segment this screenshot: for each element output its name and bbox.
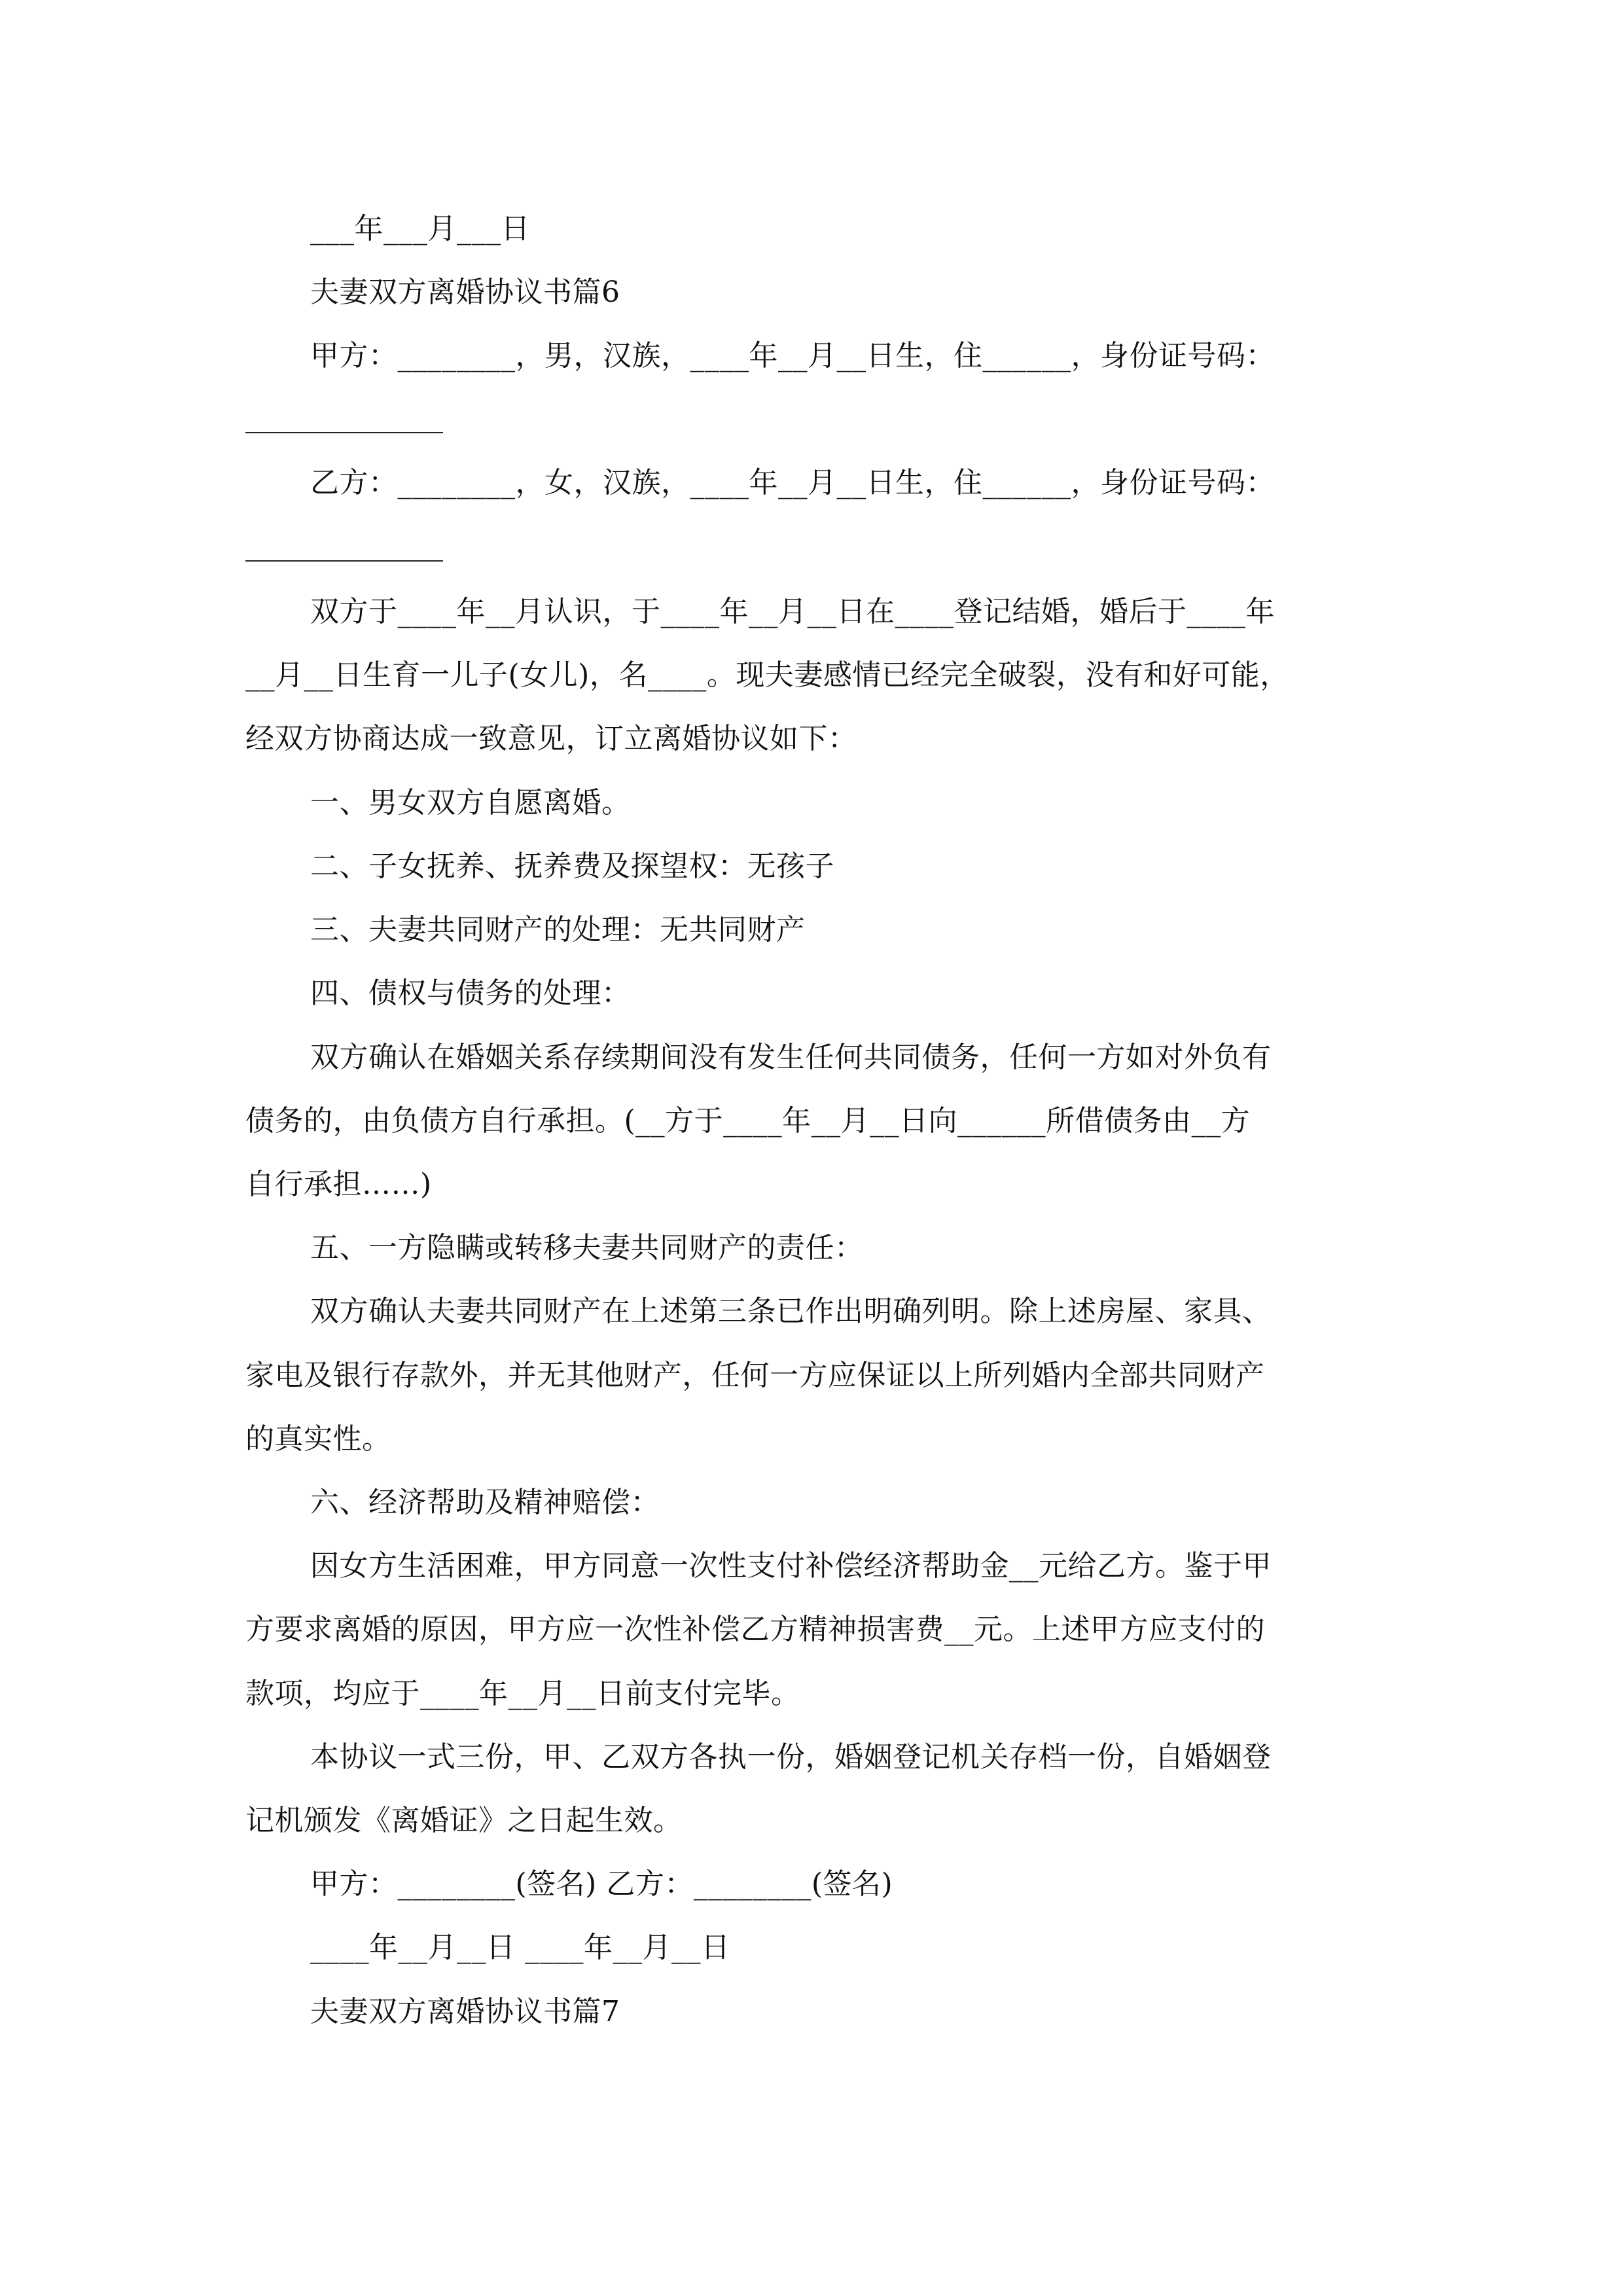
- paragraph-line: 双方确认在婚姻关系存续期间没有发生任何共同债务，任何一方如对外负有: [310, 1041, 1272, 1074]
- clause-5: 五、一方隐瞒或转移夫妻共同财产的责任：: [310, 1231, 864, 1265]
- party-a-line: 甲方：________，男，汉族，____年__月__日生，住______，身份证号码：: [310, 339, 1275, 372]
- paragraph-line: 的真实性。: [245, 1422, 391, 1456]
- party-a-id-blank: [245, 432, 443, 433]
- clause-4: 四、债权与债务的处理：: [310, 977, 631, 1010]
- paragraph-line: 记机颁发《离婚证》之日起生效。: [245, 1804, 683, 1837]
- paragraph-line: 债务的，由负债方自行承担。(__方于____年__月__日向______所借债务由__方: [245, 1104, 1251, 1138]
- section-heading-7: 夫妻双方离婚协议书篇7: [310, 1995, 620, 2028]
- paragraph-line: 方要求离婚的原因，甲方应一次性补偿乙方精神损害费__元。上述甲方应支付的: [245, 1613, 1265, 1646]
- clause-2: 二、子女抚养、抚养费及探望权：无孩子: [310, 850, 834, 883]
- paragraph-line: __月__日生育一儿子(女儿)，名____。现夫妻感情已经完全破裂，没有和好可能，: [245, 658, 1289, 692]
- clause-6: 六、经济帮助及精神赔偿：: [310, 1486, 660, 1519]
- date-line: ___年___月___日: [310, 212, 530, 245]
- party-b-line: 乙方：________，女，汉族，____年__月__日生，住______，身份证号码：: [310, 466, 1275, 499]
- paragraph-line: 自行承担……): [245, 1168, 432, 1201]
- party-b-id-blank: [245, 560, 443, 562]
- clause-3: 三、夫妻共同财产的处理：无共同财产: [310, 913, 806, 946]
- paragraph-line: 款项，均应于____年__月__日前支付完毕。: [245, 1677, 800, 1710]
- paragraph-line: 家电及银行存款外，并无其他财产，任何一方应保证以上所列婚内全部共同财产: [245, 1359, 1265, 1392]
- clause-1: 一、男女双方自愿离婚。: [310, 786, 631, 819]
- paragraph-line: 本协议一式三份，甲、乙双方各执一份，婚姻登记机关存档一份，自婚姻登: [310, 1740, 1272, 1774]
- signature-line: 甲方：________(签名) 乙方：________(签名): [310, 1867, 893, 1901]
- signature-date-line: ____年__月__日 ____年__月__日: [310, 1931, 730, 1964]
- section-heading-6: 夫妻双方离婚协议书篇6: [310, 276, 620, 309]
- paragraph-line: 经双方协商达成一致意见，订立离婚协议如下：: [245, 722, 857, 755]
- paragraph-line: 因女方生活困难，甲方同意一次性支付补偿经济帮助金__元给乙方。鉴于甲: [310, 1549, 1272, 1583]
- paragraph-line: 双方确认夫妻共同财产在上述第三条已作出明确列明。除上述房屋、家具、: [310, 1295, 1272, 1328]
- paragraph-line: 双方于____年__月认识，于____年__月__日在____登记结婚，婚后于____年: [310, 595, 1275, 628]
